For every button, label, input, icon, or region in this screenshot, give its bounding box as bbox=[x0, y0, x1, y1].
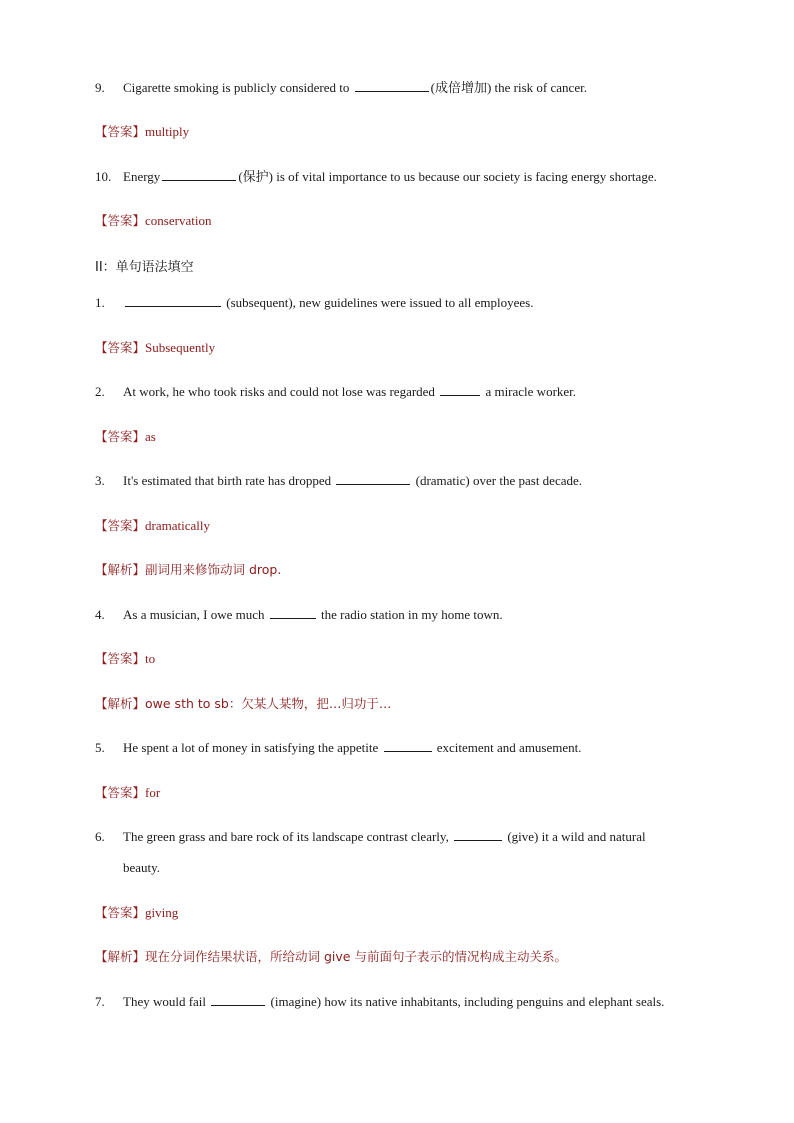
question-text-after: the radio station in my home town. bbox=[317, 607, 503, 622]
question-6 bbox=[95, 828, 646, 846]
question-9 bbox=[95, 79, 587, 97]
analysis-text: 副词用来修饰动词 drop. bbox=[145, 562, 282, 577]
answer-text: Subsequently bbox=[145, 340, 216, 355]
question-number: 9. bbox=[95, 80, 105, 95]
question-5 bbox=[95, 739, 582, 757]
answer-5 bbox=[95, 784, 160, 802]
analysis-3 bbox=[95, 561, 281, 579]
question-text-after: (成倍增加) the risk of cancer. bbox=[430, 80, 587, 95]
analysis-4 bbox=[95, 695, 391, 713]
answer-text: to bbox=[145, 651, 156, 666]
question-text-after: excitement and amusement. bbox=[433, 740, 582, 755]
question-text-after: (give) it a wild and natural bbox=[504, 829, 646, 844]
answer-blank[interactable] bbox=[162, 168, 236, 181]
answer-10 bbox=[95, 212, 211, 230]
question-text: The green grass and bare rock of its landscape contrast clearly, bbox=[123, 829, 453, 844]
question-number: 10. bbox=[95, 169, 112, 184]
question-text-after: (dramatic) over the past decade. bbox=[412, 473, 583, 488]
analysis-tag: 【解析】 bbox=[95, 949, 146, 964]
answer-text: conservation bbox=[145, 213, 212, 228]
answer-tag: 【答案】 bbox=[95, 429, 146, 444]
analysis-text: owe sth to sb：欠某人某物，把…归功于… bbox=[145, 696, 392, 711]
answer-text: giving bbox=[145, 905, 179, 920]
answer-tag: 【答案】 bbox=[95, 905, 146, 920]
answer-blank[interactable] bbox=[336, 472, 410, 485]
question-number: 6. bbox=[95, 829, 105, 844]
answer-tag: 【答案】 bbox=[95, 213, 146, 228]
question-7 bbox=[95, 993, 664, 1011]
analysis-text: 现在分词作结果状语，所给动词 give 与前面句子表示的情况构成主动关系。 bbox=[145, 949, 567, 964]
question-text: At work, he who took risks and could not lose was regarded bbox=[123, 384, 439, 399]
question-text-after: (subsequent), new guidelines were issued to all employees. bbox=[223, 295, 534, 310]
answer-2 bbox=[95, 428, 156, 446]
answer-blank[interactable] bbox=[454, 828, 502, 841]
answer-1 bbox=[95, 339, 215, 357]
answer-tag: 【答案】 bbox=[95, 124, 146, 139]
answer-blank[interactable] bbox=[440, 383, 480, 396]
question-text: He spent a lot of money in satisfying the appetite bbox=[123, 740, 382, 755]
question-text: As a musician, I owe much bbox=[123, 607, 268, 622]
question-number: 5. bbox=[95, 740, 105, 755]
question-number: 4. bbox=[95, 607, 105, 622]
answer-tag: 【答案】 bbox=[95, 785, 146, 800]
answer-text: for bbox=[145, 785, 161, 800]
answer-tag: 【答案】 bbox=[95, 651, 146, 666]
question-number: 7. bbox=[95, 994, 105, 1009]
answer-6 bbox=[95, 904, 178, 922]
analysis-tag: 【解析】 bbox=[95, 696, 146, 711]
question-text-after: (imagine) how its native inhabitants, including penguins and elephant seals. bbox=[267, 994, 665, 1009]
question-text-after: a miracle worker. bbox=[482, 384, 577, 399]
question-text: Cigarette smoking is publicly considered to bbox=[123, 80, 353, 95]
question-3 bbox=[95, 472, 582, 490]
answer-3 bbox=[95, 517, 210, 535]
answer-blank[interactable] bbox=[384, 739, 432, 752]
section-title: II：单句语法填空 bbox=[95, 260, 194, 275]
question-number: 2. bbox=[95, 384, 105, 399]
answer-tag: 【答案】 bbox=[95, 518, 146, 533]
question-text-after: (保护) is of vital importance to us because our society is facing energy shortage. bbox=[238, 169, 657, 184]
answer-text: as bbox=[145, 429, 156, 444]
analysis-6 bbox=[95, 948, 567, 966]
answer-blank[interactable] bbox=[270, 606, 316, 619]
answer-4 bbox=[95, 650, 155, 668]
question-6-continuation: beauty. bbox=[123, 860, 161, 875]
question-text: It's estimated that birth rate has dropped bbox=[123, 473, 335, 488]
answer-text: multiply bbox=[145, 124, 190, 139]
question-number: 3. bbox=[95, 473, 105, 488]
question-1 bbox=[95, 294, 533, 312]
question-text: Energy bbox=[123, 169, 161, 184]
analysis-tag: 【解析】 bbox=[95, 562, 146, 577]
question-2 bbox=[95, 383, 576, 401]
answer-tag: 【答案】 bbox=[95, 340, 146, 355]
answer-blank[interactable] bbox=[211, 993, 265, 1006]
answer-9 bbox=[95, 123, 189, 141]
question-text: They would fail bbox=[123, 994, 210, 1009]
answer-blank[interactable] bbox=[125, 294, 221, 307]
question-number: 1. bbox=[95, 295, 105, 310]
answer-blank[interactable] bbox=[355, 79, 429, 92]
answer-text: dramatically bbox=[145, 518, 210, 533]
question-10 bbox=[95, 168, 657, 186]
question-4 bbox=[95, 606, 503, 624]
